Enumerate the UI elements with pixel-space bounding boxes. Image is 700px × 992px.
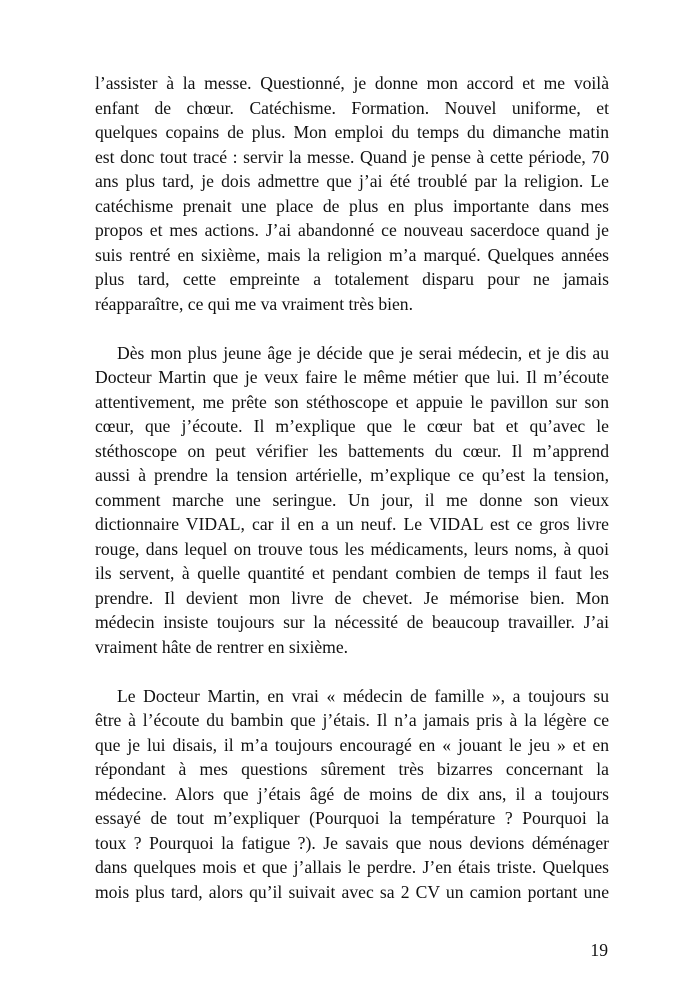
text-line: Dès mon plus jeune âge je décide que je serai médecin, et je dis au [117, 342, 609, 363]
text-line: propos et mes actions. J’ai abandonné ce nouveau sacerdoce quand je [95, 220, 609, 240]
paragraph [95, 71, 609, 316]
text-line: aussi à prendre la tension artérielle, m’explique ce qu’est la tension, [95, 465, 609, 485]
body-text [95, 71, 609, 929]
text-line: prendre. Il devient mon livre de chevet. Je mémorise bien. Mon [95, 587, 609, 608]
text-line: dans quelques mois et que j’allais le perdre. J’en étais triste. Quelques [95, 857, 609, 877]
text-line: plus tard, cette empreinte a totalement disparu pour ne jamais [95, 269, 609, 289]
text-line: rouge, dans lequel on trouve tous les médicaments, leurs noms, à quoi [95, 538, 609, 559]
text-line: toux ? Pourquoi la fatigue ?). Je savais que nous devions déménager [95, 832, 609, 853]
text-line: est donc tout tracé : servir la messe. Quand je pense à cette période, 70 [95, 146, 609, 167]
text-line: ans plus tard, je dois admettre que j’ai été troublé par la religion. Le [95, 171, 609, 191]
text-line: répondant à mes questions sûrement très bizarres concernant la [95, 759, 609, 779]
text-line: enfant de chœur. Catéchisme. Formation. Nouvel uniforme, et [95, 97, 609, 118]
text-line: l’assister à la messe. Questionné, je donne mon accord et me voilà [95, 73, 609, 93]
text-line: essayé de tout m’expliquer (Pourquoi la température ? Pourquoi la [95, 808, 609, 828]
text-line: suis rentré en sixième, mais la religion m’a marqué. Quelques années [95, 244, 609, 265]
paragraph [95, 684, 609, 905]
text-line: dictionnaire VIDAL, car il en a un neuf. Le VIDAL est ce gros livre [95, 514, 609, 534]
text-line: quelques copains de plus. Mon emploi du temps du dimanche matin [95, 122, 609, 142]
text-line: être à l’écoute du bambin que j’étais. Il n’a jamais pris à la légère ce [95, 710, 609, 730]
paragraph [95, 341, 609, 660]
text-line: médecine. Alors que j’étais âgé de moins de dix ans, il a toujours [95, 783, 609, 804]
text-line: catéchisme prenait une place de plus en plus importante dans mes [95, 195, 609, 216]
text-line: mois plus tard, alors qu’il suivait avec sa 2 CV un camion portant une [95, 881, 609, 902]
text-line: médecin insiste toujours sur la nécessité de beaucoup travailler. J’ai [95, 612, 609, 632]
text-line: ils servent, à quelle quantité et pendant combien de temps il faut les [95, 563, 609, 583]
page-number: 19 [590, 940, 608, 960]
text-line: réapparaître, ce qui me va vraiment très bien. [95, 293, 414, 314]
text-line: que je lui disais, il m’a toujours encouragé en « jouant le jeu » et en [95, 734, 609, 755]
text-line: comment marche une seringue. Un jour, il me donne son vieux [95, 489, 609, 510]
text-line: Le Docteur Martin, en vrai « médecin de famille », a toujours su [117, 685, 609, 706]
text-line: cœur, que j’écoute. Il m’explique que le cœur bat et qu’avec le [95, 416, 609, 436]
text-line: Docteur Martin que je veux faire le même métier que lui. Il m’écoute [95, 367, 609, 387]
text-line: vraiment hâte de rentrer en sixième. [95, 636, 349, 657]
text-line: attentivement, me prête son stéthoscope et appuie le pavillon sur son [95, 391, 609, 412]
text-line: stéthoscope on peut vérifier les battements du cœur. Il m’apprend [95, 440, 609, 461]
